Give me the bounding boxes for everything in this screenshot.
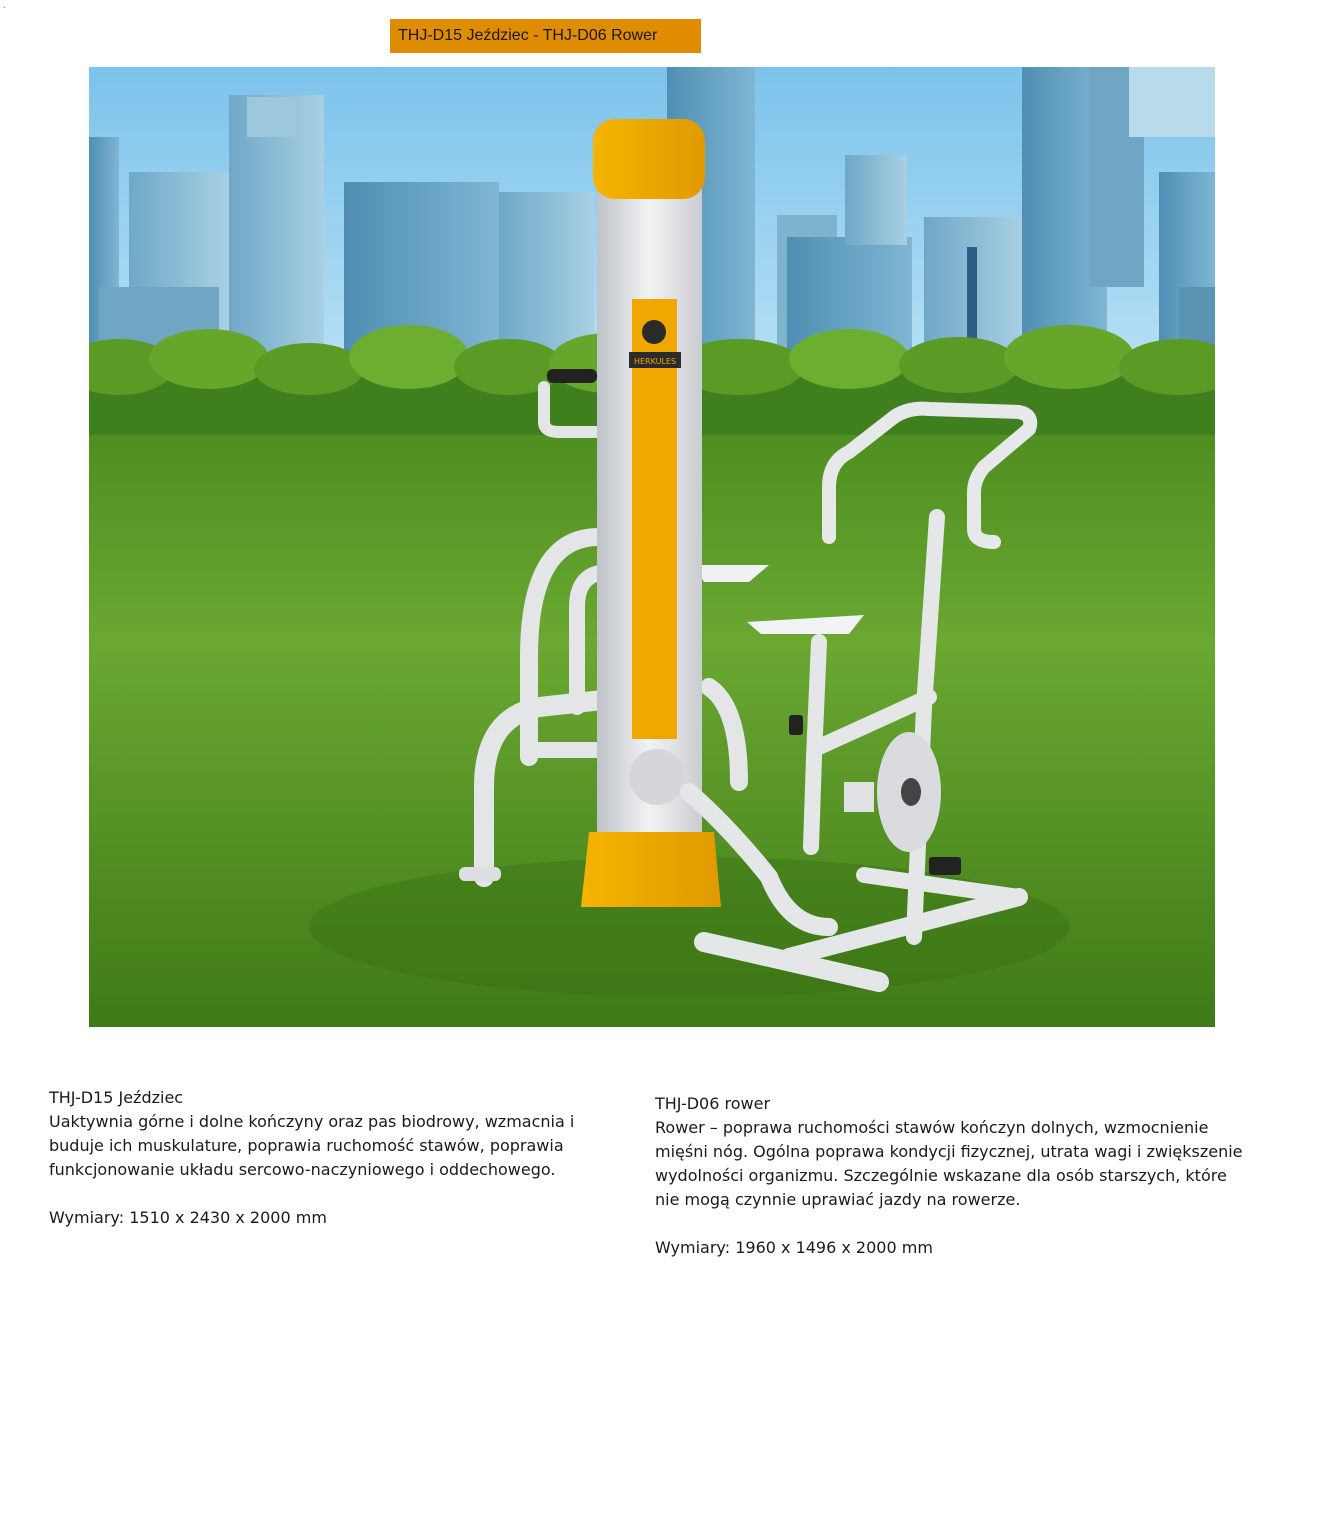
product-dimensions: Wymiary: 1510 x 2430 x 2000 mm (49, 1208, 327, 1227)
product-title: THJ-D06 rower (655, 1094, 771, 1113)
corner-mark: . (3, 0, 6, 10)
product-description-rider (49, 1086, 609, 1230)
product-dimensions: Wymiary: 1960 x 1496 x 2000 mm (655, 1238, 933, 1257)
product-description: Rower – poprawa ruchomości stawów kończyn dolnych, wzmocnienie mięśni nóg. Ogólna poprawa kondycji fizycznej, utrata wagi i zwiększenie wydolności organizmu. Szczególnie wskazane dla osób starszych, które nie mogą czynnie uprawiać jazdy na rowerze. (655, 1118, 1243, 1209)
sign-brand-label: HERKULES (633, 357, 677, 366)
product-image (89, 67, 1215, 1027)
page-title: THJ-D15 Jeździec - THJ-D06 Rower (390, 19, 701, 53)
product-description: Uaktywnia górne i dolne kończyny oraz pas biodrowy, wzmacnia i buduje ich muskulature, poprawia ruchomość stawów, poprawia funkcjonowanie układu sercowo-naczyniowego i oddechowego. (49, 1112, 575, 1179)
product-title: THJ-D15 Jeździec (49, 1088, 184, 1107)
product-description-bike (655, 1092, 1255, 1260)
